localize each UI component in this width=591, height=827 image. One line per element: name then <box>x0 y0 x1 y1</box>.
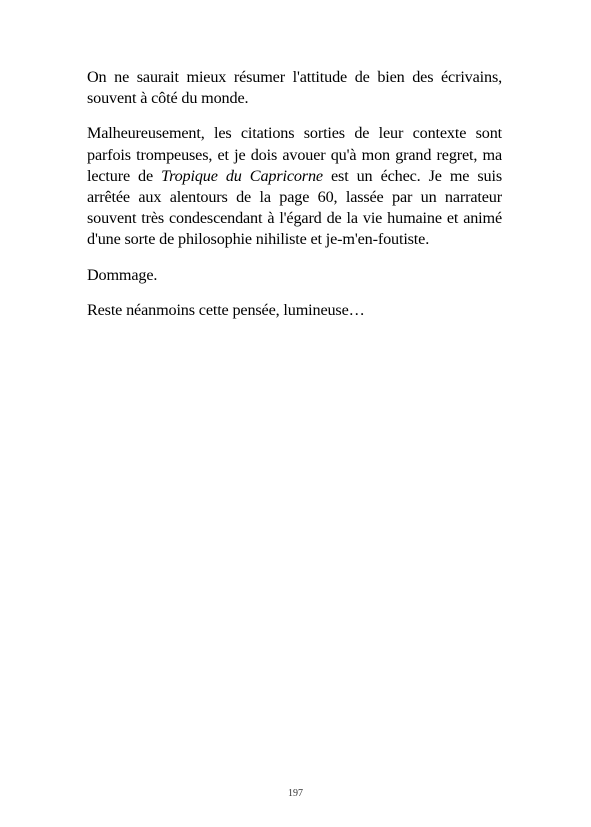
paragraph-lecture-echec <box>87 123 502 250</box>
page-number: 197 <box>288 788 303 799</box>
paragraph-text-before-title: Malheureusement, les citations sorties de leur contexte sont parfois trompeuses, et je dois avouer qu'à mon grand regret, ma lecture de <box>87 124 502 185</box>
paragraph-text-after-title: est un échec. Je me suis arrêtée aux alentours de la page 60, lassée par un narrateur souvent très condescendant à l'égard de la vie humaine et animé d'une sorte de philosophie nihiliste et je-m'en-foutiste. <box>87 166 502 249</box>
paragraph-pensee-lumineuse: Reste néanmoins cette pensée, lumineuse… <box>87 300 365 319</box>
paragraph-attitude-ecrivains: On ne saurait mieux résumer l'attitude de bien des écrivains, souvent à côté du monde. <box>87 68 502 108</box>
book-title: Tropique du Capricorne <box>161 166 323 185</box>
paragraph-dommage: Dommage. <box>87 265 158 284</box>
page-body <box>87 67 502 335</box>
